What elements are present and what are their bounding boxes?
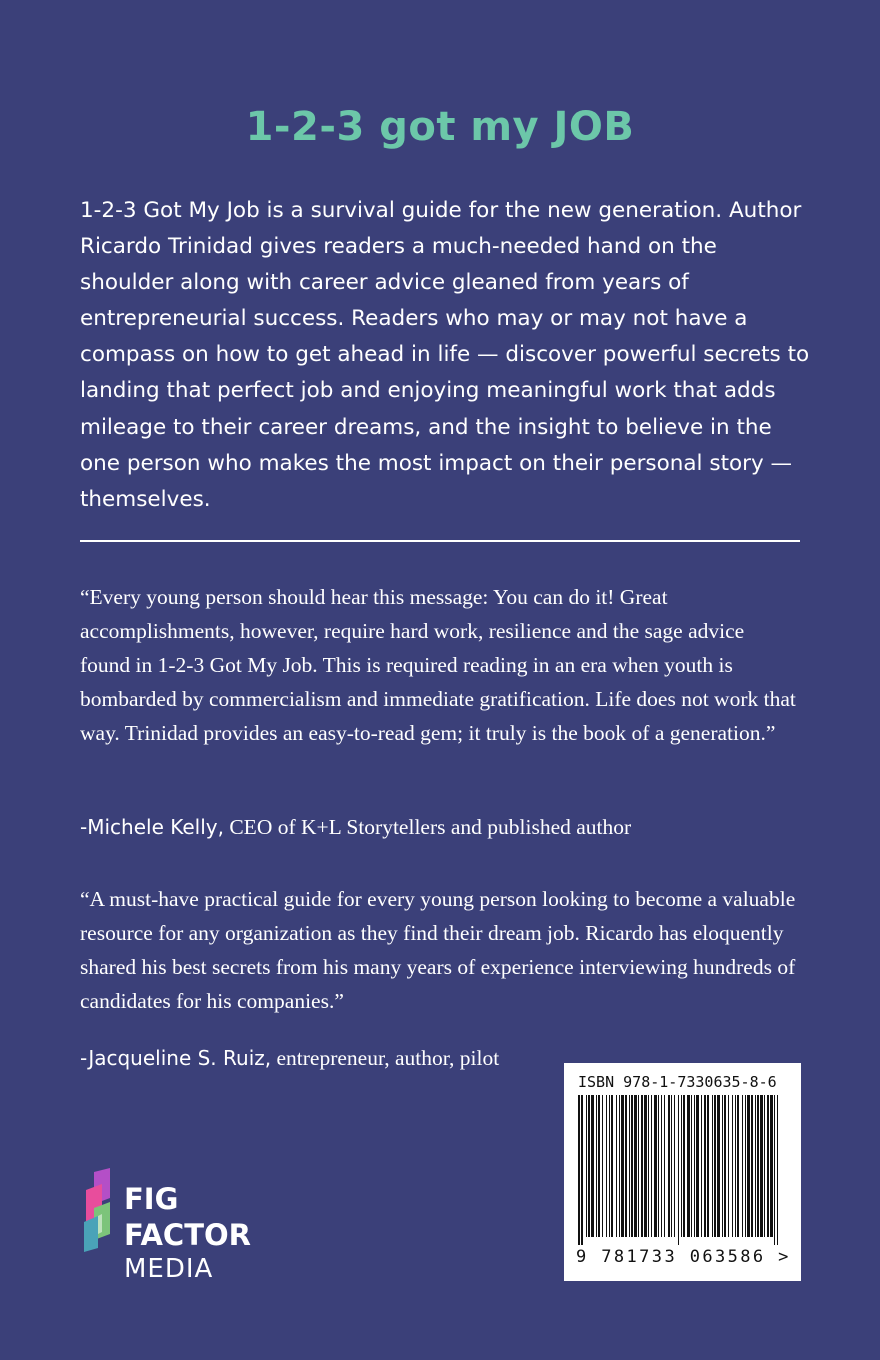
barcode-bar [735,1095,736,1237]
barcode-bar [616,1095,617,1237]
barcode-bar [641,1095,643,1237]
barcode-bar [770,1095,773,1237]
testimonial-quote-2: “A must-have practical guide for every young person looking to become a valuable resource for any organization as they find their dream job. Ricardo has eloquently shared his best secrets from his many years of experience interviewing hundreds of candidates for his companies.” [80,887,796,1013]
barcode-bar [683,1095,685,1237]
barcode-bars [578,1095,778,1245]
barcode-bar [694,1095,695,1237]
barcode-bar [701,1095,702,1237]
barcode-bar [619,1095,620,1237]
barcode-bar [625,1095,627,1237]
barcode-bar [757,1095,759,1237]
barcode-bar [671,1095,672,1237]
barcode-bar [745,1095,746,1237]
barcode-bar [714,1095,716,1237]
barcode-bar [638,1095,639,1237]
barcode-bar [602,1095,603,1237]
barcode-bar [606,1095,607,1237]
barcode-bar [648,1095,649,1237]
isbn-barcode [564,1063,801,1281]
barcode-bar [581,1095,583,1245]
barcode-bar [717,1095,720,1237]
barcode-bar [598,1095,600,1237]
barcode-bar [724,1095,726,1237]
barcode-bar [760,1095,763,1237]
ean-digits: 9 781733 063586 > [576,1247,791,1267]
barcode-bar [654,1095,657,1237]
barcode-bar [777,1095,778,1245]
publisher-name-line-2: FACTOR [124,1218,251,1252]
barcode-bar [687,1095,690,1237]
barcode-bar [596,1095,597,1237]
barcode-bar [586,1095,587,1237]
barcode-bar [728,1095,729,1237]
barcode-bar [704,1095,706,1237]
barcode-bar [707,1095,709,1237]
testimonial-author-1: -Michele Kelly, [80,815,224,839]
divider-rule [80,540,800,542]
barcode-bar [668,1095,670,1237]
barcode-bar [767,1095,769,1237]
barcode-bar [712,1095,713,1237]
barcode-bar [644,1095,647,1237]
testimonial-author-role-2: entrepreneur, author, pilot [276,1046,500,1070]
barcode-bar [591,1095,594,1237]
book-description: 1-2-3 Got My Job is a survival guide for the new generation. Author Ricardo Trinidad gives readers a much-needed hand on the shoulder along with career advice gleaned from years of entrepreneurial success. Readers who may or may not have a compass on how to get ahead in life — discover powerful secrets to landing that perfect job and enjoying meaningful work that adds mileage to their career dreams, and the insight to believe in the one person who makes the most impact on their personal story — themselves. [80,198,810,512]
testimonial-attribution-2 [80,1046,499,1071]
barcode-bar [747,1095,750,1237]
barcode-bar [658,1095,659,1237]
testimonial-quote-1: “Every young person should hear this message: You can do it! Great accomplishments, however, require hard work, resilience and the sage advice found in 1-2-3 Got My Job. This is required reading in an era when youth is bombarded by commercialism and immediate gratification. Life does not work that way. Trinidad provides an easy-to-read gem; it truly is the book of a generation.” [80,585,796,745]
isbn-number: ISBN 978-1-7330635-8-6 [578,1073,777,1091]
barcode-bar [774,1095,775,1245]
barcode-bar [609,1095,610,1237]
testimonial-author-role-1: CEO of K+L Storytellers and published author [229,815,632,839]
barcode-bar [742,1095,743,1237]
barcode-bar [651,1095,652,1237]
barcode-bar [691,1095,692,1237]
barcode-bar [722,1095,723,1237]
barcode-bar [696,1095,699,1237]
publisher-name-line-1: FIG [124,1182,179,1216]
barcode-bar [737,1095,739,1237]
barcode-bar [678,1095,679,1245]
barcode-bar [681,1095,682,1237]
barcode-bar [755,1095,756,1237]
barcode-bar [732,1095,733,1237]
barcode-bar [764,1095,765,1237]
barcode-bar [588,1095,590,1237]
barcode-bar [634,1095,637,1237]
testimonial-attribution-1 [80,815,631,840]
barcode-bar [611,1095,613,1237]
book-title: 1-2-3 got my JOB [245,104,635,150]
barcode-bar [631,1095,633,1237]
barcode-bar [578,1095,580,1245]
barcode-bar [751,1095,753,1237]
fig-leaf-logo-icon [80,1168,116,1252]
barcode-bar [621,1095,624,1237]
barcode-bar [661,1095,662,1237]
barcode-bar [664,1095,665,1237]
barcode-bar [629,1095,630,1237]
publisher-name-line-3: MEDIA [124,1254,214,1284]
testimonial-author-2: -Jacqueline S. Ruiz, [80,1046,272,1070]
barcode-bar [674,1095,675,1237]
